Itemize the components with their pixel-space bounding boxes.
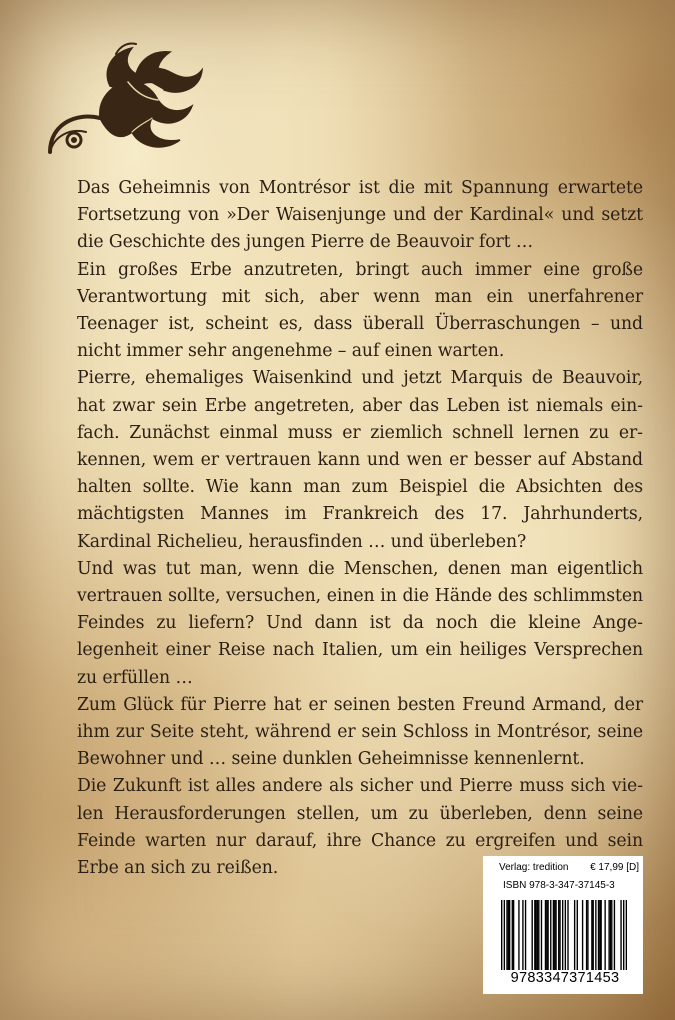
barcode-bar	[598, 900, 599, 970]
barcode-bar	[554, 900, 555, 970]
barcode-bar	[600, 900, 601, 970]
barcode-bar	[562, 900, 563, 970]
blurb-paragraph: Pierre, ehemaliges Waisenkind und jetzt Marquis de Beauvoir, hat zwar sein Erbe angetreten, aber das Leben ist niemals einfach. Zunächst einmal muss er ziemlich schnell lernen zu erkennen, wem er vertrauen kann und wen er besser auf Abstand halten sollte. Wie kann man zum Beispiel die Absichten des mächtigsten Mannes im Frankreich des 17. Jahrhunderts, Kardinal Richelieu, herausfinden … und überleben?	[77, 368, 643, 552]
blurb-paragraph: Die Zukunft ist alles andere als sicher und Pierre muss sich vielen Herausforderungen stellen, um zu überleben, denn seine Feinde warten nur darauf, ihre Chance zu ergreifen und sein Erbe an sich zu reißen.	[77, 776, 643, 879]
blurb-paragraph: Und was tut man, wenn die Menschen, denen man eigentlich vertrauen sollte, versuchen, einen in die Hände des schlimmsten Feindes zu liefern? Und dann ist da noch die kleine Angelegenheit einer Reise nach Italien, um ein heiliges Versprechen zu erfüllen …	[77, 558, 643, 688]
barcode-bar	[608, 900, 609, 970]
ean-number: 9783347371453	[510, 970, 620, 986]
barcode-bar	[541, 900, 542, 970]
barcode-bar	[546, 900, 547, 970]
barcode-bar	[506, 900, 507, 970]
barcode-bar	[535, 900, 536, 970]
blurb-paragraph: Zum Glück für Pierre hat er seinen besten Freund Armand, der ihm zur Seite steht, während er sein Schloss in Montrésor, seine Bewohner und … seine dunklen Geheimnisse kennenlernt.	[77, 694, 643, 770]
barcode-bar	[553, 900, 554, 970]
blurb-paragraph: Ein großes Erbe anzutreten, bringt auch immer eine große Verantwortung mit sich, aber wenn man ein unerfahrener Teenager ist, scheint es, dass überall Überraschungen – und nicht immer sehr angenehme – auf einen warten.	[77, 259, 643, 362]
barcode-bar	[595, 900, 596, 970]
barcode-bar	[620, 900, 621, 970]
flourish-ornament-icon	[40, 40, 205, 165]
barcode-bar	[567, 900, 568, 970]
barcode-bar	[559, 900, 560, 970]
barcode-bar	[586, 900, 587, 970]
barcode-bar	[508, 900, 509, 970]
barcode-bar	[591, 900, 592, 970]
publisher-price-row	[499, 862, 639, 873]
isbn-label: ISBN 978-3-347-37145-3	[503, 880, 615, 891]
barcode-bar	[565, 900, 566, 970]
barcode-bar	[623, 900, 624, 970]
barcode-bar	[547, 900, 548, 970]
barcode-bar	[509, 900, 510, 970]
barcode-bar	[593, 900, 594, 970]
isbn-barcode-box	[483, 856, 643, 994]
barcode-bar	[534, 900, 535, 970]
blurb-paragraph: Das Geheimnis von Montrésor ist die mit Spannung erwartete Fortsetzung von »Der Waisenjunge und der Kardinal« und setzt die Geschichte des jungen Pierre de Beauvoir fort …	[77, 178, 643, 253]
barcode-bar	[577, 900, 578, 970]
barcode-bar	[501, 900, 502, 970]
back-cover-blurb	[77, 175, 643, 882]
barcode-bar	[518, 900, 519, 970]
barcode-bar	[550, 900, 551, 970]
barcode-bar	[545, 900, 546, 970]
barcode-bar	[582, 900, 583, 970]
barcode-bar	[512, 900, 513, 970]
barcode-bar	[604, 900, 605, 970]
barcode-bar	[555, 900, 556, 970]
barcode-bar	[558, 900, 559, 970]
barcode-bar	[504, 900, 505, 970]
barcode-bar	[538, 900, 539, 970]
barcode-bar	[513, 900, 514, 970]
barcode-bar	[574, 900, 575, 970]
barcode-bar	[599, 900, 600, 970]
barcode-bar	[522, 900, 523, 970]
publisher-label: Verlag: tredition	[499, 862, 569, 873]
barcode-bar	[537, 900, 538, 970]
barcode-bar	[525, 900, 526, 970]
barcode-bar	[587, 900, 588, 970]
barcode-bars	[501, 900, 627, 970]
barcode-bar	[626, 900, 627, 970]
barcode-bar	[614, 900, 615, 970]
barcode-bar	[611, 900, 612, 970]
price-label: € 17,99 [D]	[590, 862, 639, 873]
barcode-bar	[532, 900, 533, 970]
barcode-bar	[610, 900, 611, 970]
